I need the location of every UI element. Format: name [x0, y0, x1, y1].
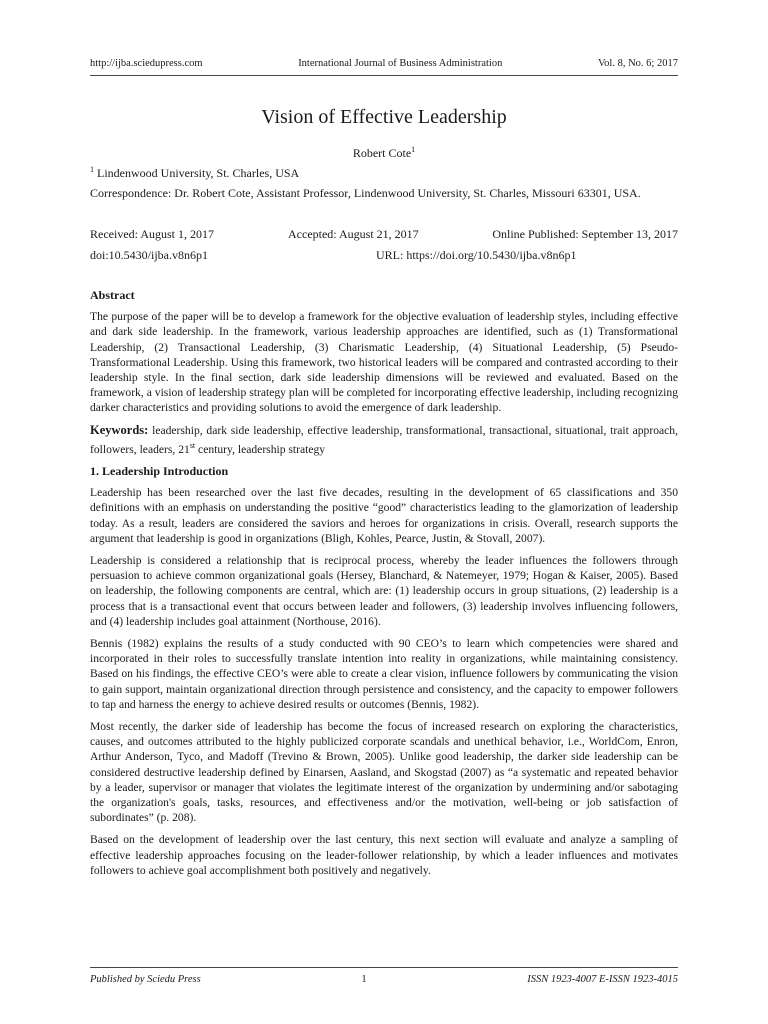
affiliation-sup: 1	[90, 165, 94, 174]
publisher: Published by Sciedu Press	[90, 974, 201, 985]
paper-title: Vision of Effective Leadership	[261, 106, 507, 128]
received-date: Received: August 1, 2017	[90, 227, 214, 241]
published-date: Online Published: September 13, 2017	[492, 227, 678, 241]
author-line	[0, 145, 768, 161]
paragraph: Bennis (1982) explains the results of a study conducted with 90 CEO’s to learn which competencies were shared and incorporated in their roles to successfully translate intention into reality in organizations, while maintaining consistency. Based on his findings, the effective CEO’s were able to create a clear vision, influence followers by communicating the vision to gain support, maintain organizational direction through persistence and consistency, and the capacity to empower followers to tap and harness the energy to achieve desired results or outcomes (Bennis, 1982).	[90, 636, 678, 711]
page-number: 1	[361, 974, 367, 985]
abstract-heading: Abstract	[90, 288, 135, 302]
paragraph: Most recently, the darker side of leadership has become the focus of increased research on exploring the characteristics, causes, and outcomes attributed to the highly publicized corporate scandals and unethical behavior, i.e., WorldCom, Enron, Arthur Anderson, Tyco, and Madoff (Trevino & Brown, 2005). Unlike good leadership, the darker side leadership can be considered destructive leadership defined by Einarsen, Aasland, and Skogstad (2007) as “a systematic and repeated behavior by a leader, supervisor or manager that violates the legitimate interest of the organization by undermining and/or sabotaging the organization's goals, tasks, resources, and effectiveness and/or the motivation, well-being or job satisfaction of subordinates” (p. 208).	[90, 719, 678, 825]
author-name: Robert Cote	[352, 146, 412, 160]
paragraph: Leadership is considered a relationship that is reciprocal process, whereby the leader influences the followers through persuasion to achieve common organizational goals (Hersey, Blanchard, & Natemeyer, 1979; Hogan & Kaiser, 2005). Based on leadership, the following components are central, which are: (1) leadership occurs in group situations, (2) leadership is a process that is a transactional event that occurs between leader and followers, (3) leadership involves influencing followers, and (4) leadership includes goal attainment (Northouse, 2016).	[90, 553, 678, 628]
running-header	[90, 58, 678, 76]
keywords	[90, 423, 678, 457]
accepted-date: Accepted: August 21, 2017	[288, 227, 419, 241]
correspondence: Correspondence: Dr. Robert Cote, Assistant Professor, Lindenwood University, St. Charles, Missouri 63301, USA.	[90, 186, 641, 200]
abstract-text: The purpose of the paper will be to develop a framework for the objective evaluation of leadership styles, including effective and dark side leadership. In the framework, various leadership approaches are identified, such as (1) Transformational Leadership, (2) Transactional Leadership, (3) Charismatic Leadership, (4) Situational Leadership, (5) Pseudo-Transformational Leadership. Using this framework, two historical leaders will be compared and contrasted according to their leadership style. In the final section, dark side leadership dimensions will be reviewed and evaluated. Based on the framework, a vision of leadership strategy plan will be completed for incorporating effective leadership, including recognizing darker characteristics and providing solutions to avoid the emergence of dark leadership.	[90, 310, 678, 415]
doi-row	[90, 248, 678, 263]
affiliation-text: Lindenwood University, St. Charles, USA	[94, 166, 300, 180]
journal-url[interactable]: http://ijba.sciedupress.com	[90, 58, 203, 69]
author-sup: 1	[411, 145, 416, 154]
doi: doi:10.5430/ijba.v8n6p1	[90, 248, 208, 262]
keywords-sup: st	[189, 440, 196, 450]
dates-row	[90, 227, 678, 242]
paragraph: Leadership has been researched over the last five decades, resulting in the development of 65 classifications and 350 definitions with an emphasis on understanding the positive “good” characteristics leading to the glamorization of leadership today. As a result, leaders are considered the saviors and heroes for organizations in crisis. Overall, research supports the argument that leadership is good in organizations (Bligh, Kohles, Pearce, Justin, & Stovall, 2007).	[90, 486, 678, 545]
journal-volume: Vol. 8, No. 6; 2017	[597, 58, 678, 69]
journal-name: International Journal of Business Administration	[298, 58, 503, 69]
affiliation	[90, 165, 299, 181]
doi-url[interactable]: URL: https://doi.org/10.5430/ijba.v8n6p1	[376, 248, 577, 262]
keywords-text-a: leadership, dark side leadership, effective leadership, transformational, transactional, situational, trait approach, followers, leaders, 21	[90, 423, 678, 456]
paragraph: Based on the development of leadership over the last century, this next section will evaluate and analyze a sampling of effective leadership approaches focusing on the leader-follower relationship, by which a leader influences and motivates followers to achieve goal accomplishment both positively and negatively.	[90, 833, 678, 877]
issn: ISSN 1923-4007 E-ISSN 1923-4015	[527, 974, 678, 985]
section-heading: 1. Leadership Introduction	[90, 463, 229, 478]
keywords-label: Keywords:	[90, 422, 149, 437]
paper-body	[90, 288, 678, 885]
keywords-text-b: century, leadership strategy	[195, 442, 326, 456]
page-footer	[90, 967, 678, 985]
